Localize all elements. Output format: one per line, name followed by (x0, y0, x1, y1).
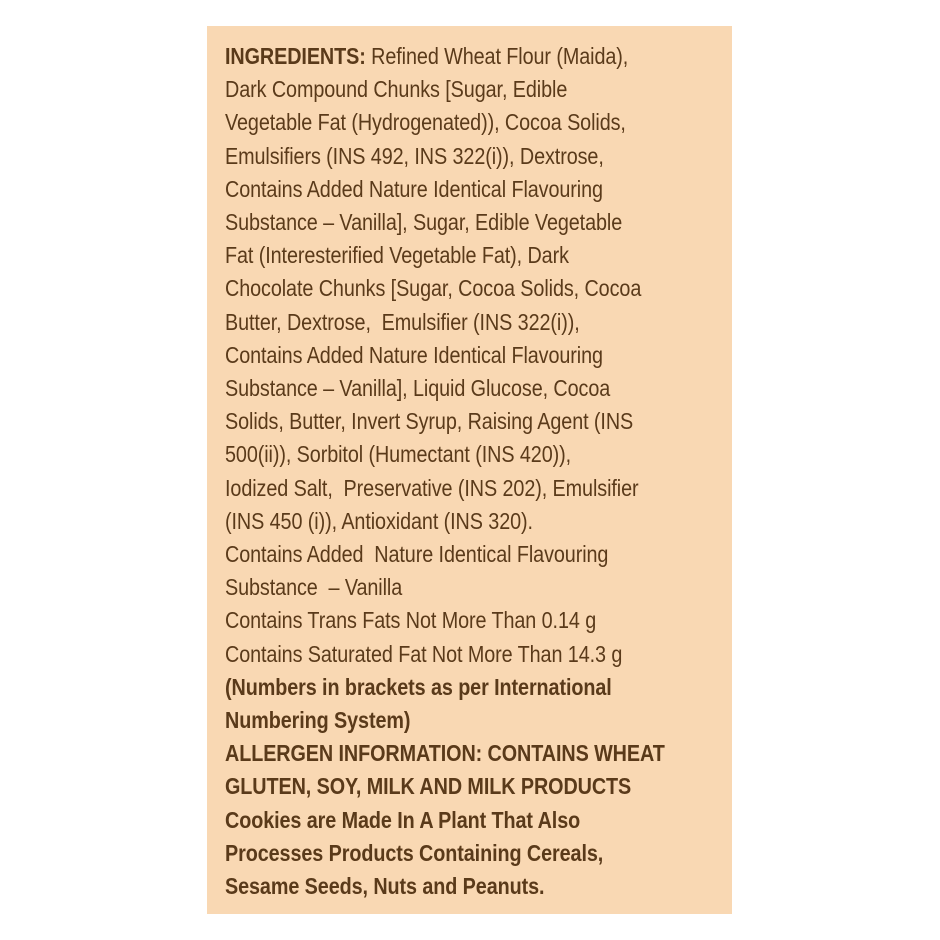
ingredients-line: 500(ii)), Sorbitol (Humectant (INS 420)), (225, 441, 572, 468)
plant-note-line: Processes Products Containing Cereals, (225, 839, 604, 866)
numbering-note-line: Numbering System) (225, 707, 411, 734)
allergen-line: GLUTEN, SOY, MILK AND MILK PRODUCTS (225, 773, 632, 800)
saturated-fat-line: Contains Saturated Fat Not More Than 14.3 g (225, 640, 623, 667)
ingredients-first-line-text: Refined Wheat Flour (Maida), (365, 43, 629, 69)
ingredients-line: Emulsifiers (INS 492, INS 322(i)), Dextrose, (225, 142, 604, 169)
plant-note-line: Sesame Seeds, Nuts and Peanuts. (225, 873, 545, 900)
trans-fat-line: Contains Trans Fats Not More Than 0.14 g (225, 607, 597, 634)
ingredients-line: Iodized Salt, Preservative (INS 202), Emulsifier (225, 474, 639, 501)
ingredients-line: Butter, Dextrose, Emulsifier (INS 322(i)), (225, 308, 580, 335)
ingredients-line: (INS 450 (i)), Antioxidant (INS 320). (225, 507, 533, 534)
ingredients-heading: INGREDIENTS: (225, 43, 366, 69)
ingredients-line: Contains Added Nature Identical Flavouring (225, 341, 603, 368)
allergen-line: ALLERGEN INFORMATION: CONTAINS WHEAT (225, 740, 665, 767)
ingredients-line: Substance – Vanilla (225, 574, 403, 601)
ingredients-line: Chocolate Chunks [Sugar, Cocoa Solids, Cocoa (225, 275, 642, 302)
ingredients-line (225, 40, 720, 73)
plant-note-line: Cookies are Made In A Plant That Also (225, 806, 581, 833)
ingredients-line: Contains Added Nature Identical Flavouring (225, 175, 603, 202)
ingredients-line: Substance – Vanilla], Sugar, Edible Vegetable (225, 209, 623, 236)
ingredients-line: Substance – Vanilla], Liquid Glucose, Cocoa (225, 375, 611, 402)
ingredients-line: Contains Added Nature Identical Flavouring (225, 541, 609, 568)
numbering-note-line: (Numbers in brackets as per International (225, 673, 612, 700)
ingredients-text-block (225, 40, 720, 903)
ingredients-line: Dark Compound Chunks [Sugar, Edible (225, 76, 568, 103)
ingredients-line: Fat (Interesterified Vegetable Fat), Dark (225, 242, 569, 269)
ingredients-label-panel (207, 26, 732, 914)
ingredients-line: Vegetable Fat (Hydrogenated)), Cocoa Solids, (225, 109, 626, 136)
ingredients-line: Solids, Butter, Invert Syrup, Raising Agent (INS (225, 408, 634, 435)
